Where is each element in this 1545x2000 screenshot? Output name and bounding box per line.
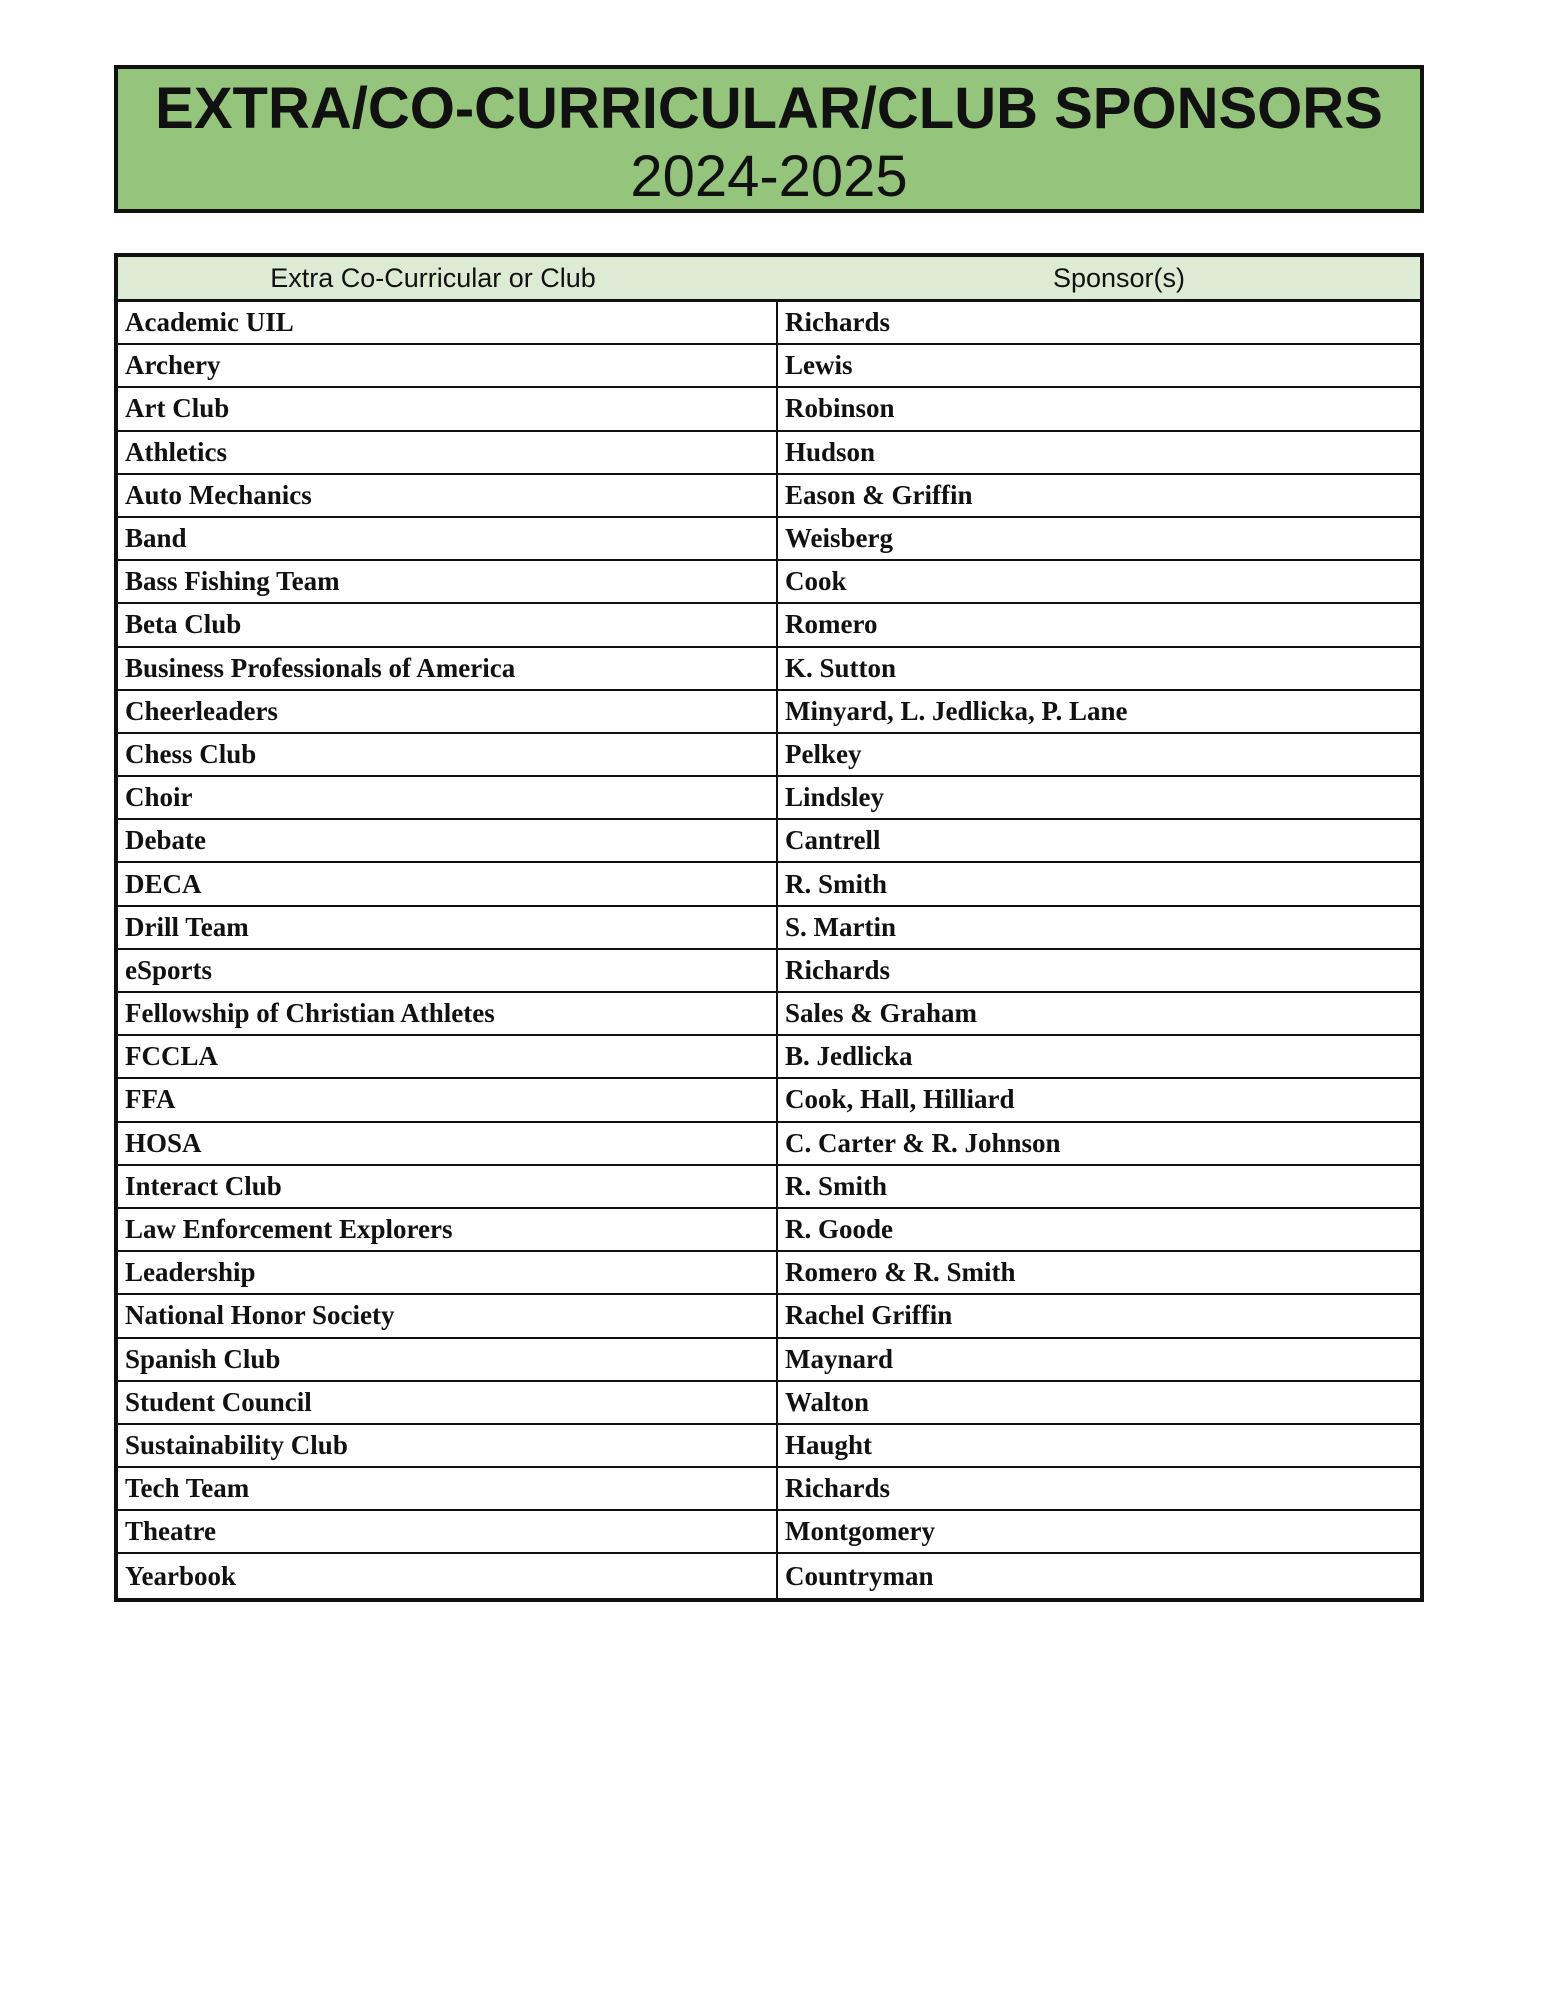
activity-cell: FCCLA bbox=[118, 1036, 778, 1077]
table-row bbox=[118, 648, 1420, 691]
table-header-row bbox=[118, 257, 1420, 302]
sponsor-cell: Lindsley bbox=[785, 782, 885, 813]
school-year: 2024-2025 bbox=[630, 144, 908, 209]
activity-cell: Band bbox=[118, 518, 778, 559]
sponsor-cell: Romero bbox=[785, 609, 878, 640]
table-row bbox=[118, 1554, 1420, 1597]
table-row bbox=[118, 518, 1420, 561]
table-row bbox=[118, 691, 1420, 734]
activity-cell: Theatre bbox=[118, 1511, 778, 1552]
table-row bbox=[118, 1511, 1420, 1554]
table-row bbox=[118, 777, 1420, 820]
title-banner bbox=[114, 65, 1424, 213]
activity-cell: DECA bbox=[118, 863, 778, 904]
sponsor-cell: Montgomery bbox=[785, 1516, 935, 1547]
activity-cell: Debate bbox=[118, 820, 778, 861]
table-row bbox=[118, 1123, 1420, 1166]
table-row bbox=[118, 820, 1420, 863]
table-row bbox=[118, 1036, 1420, 1079]
sponsor-cell: Cook, Hall, Hilliard bbox=[785, 1084, 1015, 1115]
table-row bbox=[118, 604, 1420, 647]
table-row bbox=[118, 1209, 1420, 1252]
activity-cell: Beta Club bbox=[118, 604, 778, 645]
sponsor-cell: Sales & Graham bbox=[785, 998, 977, 1029]
sponsor-cell: R. Smith bbox=[785, 1170, 888, 1201]
activity-cell: Drill Team bbox=[118, 907, 778, 948]
table-row bbox=[118, 863, 1420, 906]
sponsor-cell: Cook bbox=[785, 566, 847, 597]
sponsor-cell: R. Goode bbox=[785, 1214, 893, 1245]
table-row bbox=[118, 561, 1420, 604]
table-row bbox=[118, 1425, 1420, 1468]
activity-cell: Fellowship of Christian Athletes bbox=[118, 993, 778, 1034]
activity-cell: Law Enforcement Explorers bbox=[118, 1209, 778, 1250]
sponsor-cell: B. Jedlicka bbox=[785, 1041, 913, 1072]
sponsor-cell: K. Sutton bbox=[785, 652, 897, 683]
activity-cell: Auto Mechanics bbox=[118, 475, 778, 516]
table-row bbox=[118, 302, 1420, 345]
activity-cell: Tech Team bbox=[118, 1468, 778, 1509]
table-row bbox=[118, 993, 1420, 1036]
activity-cell: HOSA bbox=[118, 1123, 778, 1164]
activity-cell: Chess Club bbox=[118, 734, 778, 775]
sponsor-cell: S. Martin bbox=[785, 911, 896, 942]
activity-cell: National Honor Society bbox=[118, 1295, 778, 1336]
table-row bbox=[118, 950, 1420, 993]
table-row bbox=[118, 907, 1420, 950]
activity-cell: Business Professionals of America bbox=[118, 648, 778, 689]
sponsor-cell: Robinson bbox=[785, 393, 895, 424]
table-row bbox=[118, 1166, 1420, 1209]
table-row bbox=[118, 1252, 1420, 1295]
activity-cell: Leadership bbox=[118, 1252, 778, 1293]
sponsor-cell: Cantrell bbox=[785, 825, 881, 856]
activity-cell: Academic UIL bbox=[118, 302, 778, 343]
table-row bbox=[118, 388, 1420, 431]
table-row bbox=[118, 1295, 1420, 1338]
activity-cell: Choir bbox=[118, 777, 778, 818]
activity-cell: Spanish Club bbox=[118, 1339, 778, 1380]
sponsor-cell: R. Smith bbox=[785, 868, 888, 899]
sponsor-cell: Pelkey bbox=[785, 738, 862, 769]
activity-cell: Art Club bbox=[118, 388, 778, 429]
table-row bbox=[118, 1339, 1420, 1382]
table-row bbox=[118, 1382, 1420, 1425]
activity-cell: Sustainability Club bbox=[118, 1425, 778, 1466]
table-body bbox=[118, 302, 1420, 1598]
table-row bbox=[118, 432, 1420, 475]
sponsor-cell: Weisberg bbox=[785, 523, 893, 554]
activity-cell: Yearbook bbox=[118, 1554, 778, 1597]
activity-cell: Interact Club bbox=[118, 1166, 778, 1207]
activity-cell: Student Council bbox=[118, 1382, 778, 1423]
table-row bbox=[118, 1079, 1420, 1122]
sponsor-cell: Eason & Griffin bbox=[785, 479, 973, 510]
sponsor-cell: Countryman bbox=[785, 1560, 934, 1591]
activity-cell: Cheerleaders bbox=[118, 691, 778, 732]
activity-cell: Athletics bbox=[118, 432, 778, 473]
sponsor-cell: Richards bbox=[785, 307, 891, 338]
sponsor-cell: Hudson bbox=[785, 436, 876, 467]
activity-cell: eSports bbox=[118, 950, 778, 991]
header-activity: Extra Co-Curricular or Club bbox=[270, 262, 596, 293]
sponsor-cell: Richards bbox=[785, 1473, 891, 1504]
sponsors-table bbox=[114, 253, 1424, 1602]
table-row bbox=[118, 475, 1420, 518]
page-title: EXTRA/CO-CURRICULAR/CLUB SPONSORS bbox=[155, 76, 1383, 141]
sponsor-cell: Maynard bbox=[785, 1343, 893, 1374]
sponsor-cell: Minyard, L. Jedlicka, P. Lane bbox=[785, 695, 1128, 726]
table-row bbox=[118, 345, 1420, 388]
activity-cell: Bass Fishing Team bbox=[118, 561, 778, 602]
sponsor-cell: Romero & R. Smith bbox=[785, 1257, 1016, 1288]
activity-cell: FFA bbox=[118, 1079, 778, 1120]
table-row bbox=[118, 734, 1420, 777]
sponsor-cell: C. Carter & R. Johnson bbox=[785, 1127, 1061, 1158]
sponsor-cell: Haught bbox=[785, 1429, 873, 1460]
sponsor-cell: Richards bbox=[785, 954, 891, 985]
header-sponsor: Sponsor(s) bbox=[1052, 262, 1186, 293]
sponsor-cell: Rachel Griffin bbox=[785, 1300, 953, 1331]
sponsor-cell: Walton bbox=[785, 1386, 870, 1417]
sponsor-cell: Lewis bbox=[785, 350, 853, 381]
activity-cell: Archery bbox=[118, 345, 778, 386]
table-row bbox=[118, 1468, 1420, 1511]
